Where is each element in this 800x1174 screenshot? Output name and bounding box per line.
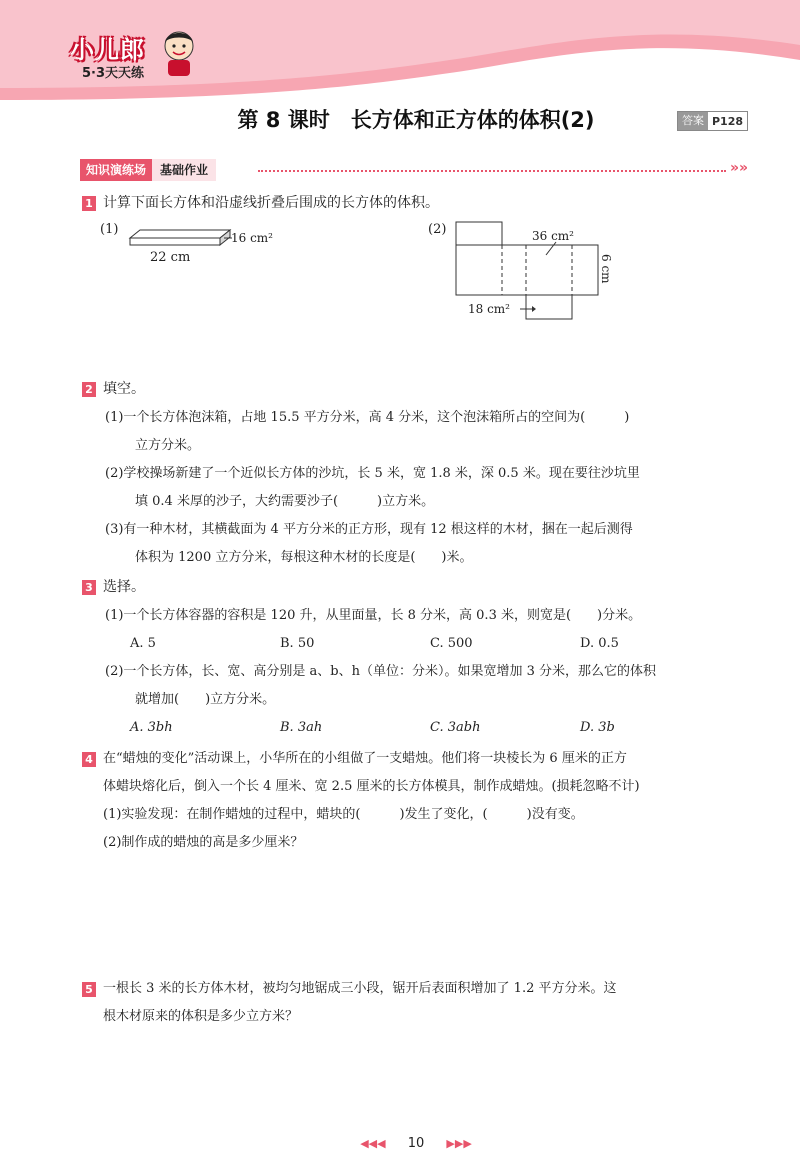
q3-sub-2b: 就增加( )立方分米。 (135, 692, 276, 707)
q2-line-6: 体积为 1200 立方分米，每根这种木材的长度是( )米。 (135, 550, 473, 565)
question-number-2: 2 (82, 382, 96, 397)
q4-line-1: 在“蜡烛的变化”活动课上，小华所在的小组做了一支蜡烛。他们将一块棱长为 6 厘米的正方 (103, 751, 627, 766)
section-divider (258, 170, 726, 172)
page-title: 第 8 课时 长方体和正方体的体积(2) (237, 108, 595, 132)
q3-1-option-c: C. 500 (430, 636, 473, 651)
figure-2-label: (2) (428, 222, 447, 237)
page-footer (0, 1136, 800, 1151)
question-number-4: 4 (82, 752, 96, 767)
figure-2-area-top: 36 cm² (532, 229, 574, 243)
q2-line-1: (1)一个长方体泡沫箱，占地 15.5 平方分米，高 4 分米，这个泡沫箱所占的空间为( ) (105, 410, 630, 425)
chevron-right-icon: »» (730, 160, 749, 176)
question-number-3: 3 (82, 580, 96, 595)
section-header (80, 159, 216, 181)
q5-line-2: 根木材原来的体积是多少立方米？ (103, 1009, 299, 1024)
question-2-text: 填空。 (103, 381, 145, 397)
brand-name: 小儿郎 (70, 36, 145, 64)
q2-line-4: 填 0.4 米厚的沙子，大约需要沙子( )立方米。 (135, 494, 435, 509)
q3-sub-2a: (2)一个长方体，长、宽、高分别是 a、b、h（单位：分米）。如果宽增加 3 分米，那么它的体积 (105, 664, 657, 679)
brand-subtitle: 5·3天天练 (82, 66, 145, 81)
section-label-secondary: 基础作业 (152, 159, 216, 181)
figure-1-area: 16 cm² (231, 231, 273, 245)
q3-1-option-b: B. 50 (280, 636, 315, 651)
left-arrows-icon: ◀◀◀ (360, 1137, 386, 1150)
q2-line-5: (3)有一种木材，其横截面为 4 平方分米的正方形，现有 12 根这样的木材，捆在一起后测得 (105, 522, 633, 537)
figure-2-height: 6 cm (599, 254, 613, 284)
q3-2-option-c: C. 3abh (430, 720, 481, 735)
question-number-1: 1 (82, 196, 96, 211)
q5-line-1: 一根长 3 米的长方体木材，被均匀地锯成三小段，锯开后表面积增加了 1.2 平方分米。这 (103, 981, 617, 996)
mascot-boy-icon (162, 30, 196, 76)
figure-2-net (428, 218, 628, 323)
figure-1-length: 22 cm (150, 250, 191, 265)
q3-2-option-b: B. 3ah (280, 720, 323, 735)
q3-2-option-d: D. 3b (580, 720, 615, 735)
page-number: 10 (407, 1136, 425, 1151)
question-3-text: 选择。 (103, 579, 145, 595)
question-number-5: 5 (82, 982, 96, 997)
question-1-text: 计算下面长方体和沿虚线折叠后围成的长方体的体积。 (103, 195, 439, 211)
q4-line-2: 体蜡块熔化后，倒入一个长 4 厘米、宽 2.5 厘米的长方体模具，制作成蜡烛。(损耗忽略不计) (103, 779, 640, 794)
right-arrows-icon: ▶▶▶ (446, 1137, 472, 1150)
q4-line-4: (2)制作成的蜡烛的高是多少厘米？ (103, 835, 304, 850)
q2-line-3: (2)学校操场新建了一个近似长方体的沙坑，长 5 米，宽 1.8 米，深 0.5 米。现在要往沙坑里 (105, 466, 640, 481)
answer-label: 答案 (678, 112, 708, 130)
section-label-primary: 知识演练场 (80, 159, 152, 181)
q3-1-option-d: D. 0.5 (580, 636, 619, 651)
q3-2-option-a: A. 3bh (130, 720, 173, 735)
q4-line-3: (1)实验发现：在制作蜡烛的过程中，蜡块的( )发生了变化，( )没有变。 (103, 807, 584, 822)
q2-line-2: 立方分米。 (135, 438, 201, 453)
answer-reference (677, 111, 748, 131)
q3-sub-1: (1)一个长方体容器的容积是 120 升，从里面量，长 8 分米，高 0.3 米，则宽是( )分米。 (105, 608, 642, 623)
figure-1-label: (1) (100, 222, 119, 237)
figure-2-area-bottom: 18 cm² (468, 302, 510, 316)
figure-1-cuboid (100, 218, 300, 268)
answer-page: P128 (712, 114, 744, 128)
q3-1-option-a: A. 5 (130, 636, 156, 651)
